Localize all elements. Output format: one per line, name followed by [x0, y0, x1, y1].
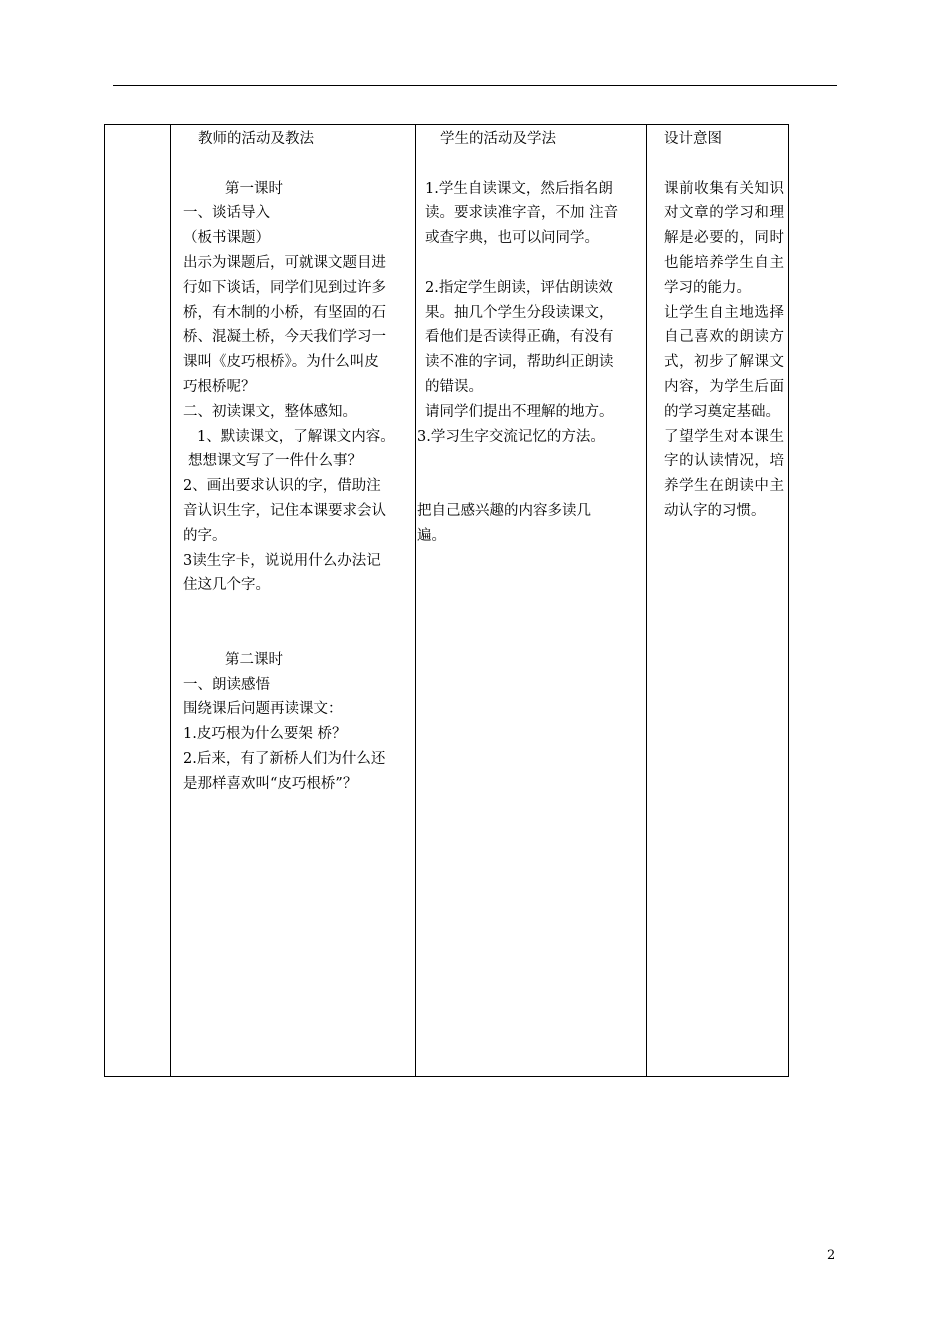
student-line: 请同学们提出不理解的地方。 — [425, 403, 614, 420]
teacher-line: 行如下谈话，同学们见到过许多 — [183, 279, 386, 296]
student-column-header: 学生的活动及学法 — [440, 131, 556, 147]
teacher-line: 音认识生字，记住本课要求会认 — [183, 502, 386, 519]
teacher-line: 二、初读课文，整体感知。 — [183, 403, 357, 420]
intent-paragraph: 课前收集有关知识对文章的学习和理解是必要的，同时也能培养学生自主学习的能力。 — [664, 180, 784, 296]
teacher-column-header: 教师的活动及教法 — [198, 131, 314, 147]
student-line: 读不准的字词，帮助纠正朗读 — [425, 354, 614, 371]
column-divider — [170, 125, 171, 1076]
lesson-two-title: 第二课时 — [225, 651, 283, 668]
teacher-line: 是那样喜欢叫“皮巧根桥”？ — [183, 775, 358, 792]
teacher-line: 2、画出要求认识的字，借助注 — [183, 478, 381, 495]
student-line: 的错误。 — [425, 378, 483, 395]
teacher-line: 围绕课后问题再读课文： — [183, 701, 343, 718]
student-line: 2.指定学生朗读，评估朗读效 — [425, 279, 613, 296]
student-line: 把自己感兴趣的内容多读几 — [417, 502, 591, 519]
student-line: 3.学习生字交流记忆的方法。 — [417, 428, 605, 445]
teacher-line: 桥、混凝土桥，今天我们学习一 — [183, 329, 386, 346]
student-line: 读。要求读准字音，不加 注音 — [425, 205, 619, 222]
page-number: 2 — [827, 1248, 836, 1263]
student-line: 果。抽几个学生分段读课文， — [425, 304, 614, 321]
teacher-activities-cell — [180, 125, 419, 1076]
teacher-line: 一、谈话导入 — [183, 205, 270, 222]
lesson-one-title: 第一课时 — [225, 180, 283, 197]
teacher-line: 巧根桥呢？ — [183, 378, 256, 395]
teacher-line: 想想课文写了一件什么事？ — [188, 453, 362, 470]
teacher-line: 1.皮巧根为什么要架 桥？ — [183, 726, 347, 743]
teacher-line: 住这几个字。 — [183, 577, 270, 594]
teacher-line: 3读生字卡，说说用什么办法记 — [183, 552, 381, 569]
intent-column-header: 设计意图 — [664, 131, 722, 147]
teacher-line: 出示为课题后，可就课文题目进 — [183, 254, 386, 271]
teacher-line: 课叫《皮巧根桥》。为什么叫皮 — [183, 354, 379, 371]
intent-paragraph: 了望学生对本课生字的认读情况，培养学生在朗读中主动认字的习惯。 — [664, 428, 784, 519]
teacher-line: 一、朗读感悟 — [183, 676, 270, 693]
student-activities-cell — [416, 125, 648, 1076]
student-line: 看他们是否读得正确，有没有 — [425, 329, 614, 346]
teacher-line: （板书课题） — [183, 230, 270, 247]
teacher-line: 的字。 — [183, 527, 227, 544]
student-line: 1.学生自读课文，然后指名朗 — [425, 180, 613, 197]
teacher-line: 桥，有木制的小桥，有坚固的石 — [183, 304, 386, 321]
design-intent-cell — [655, 125, 786, 1076]
student-line: 遍。 — [417, 527, 446, 544]
student-line: 或查字典，也可以问同学。 — [425, 230, 599, 247]
teacher-line: 1、默读课文，了解课文内容。 — [197, 428, 395, 445]
intent-paragraph: 让学生自主地选择自己喜欢的朗读方式，初步了解课文内容，为学生后面的学习奠定基础。 — [664, 304, 784, 420]
header-rule — [113, 85, 837, 86]
teacher-line: 2.后来，有了新桥人们为什么还 — [183, 750, 386, 767]
lesson-plan-table — [104, 124, 789, 1077]
